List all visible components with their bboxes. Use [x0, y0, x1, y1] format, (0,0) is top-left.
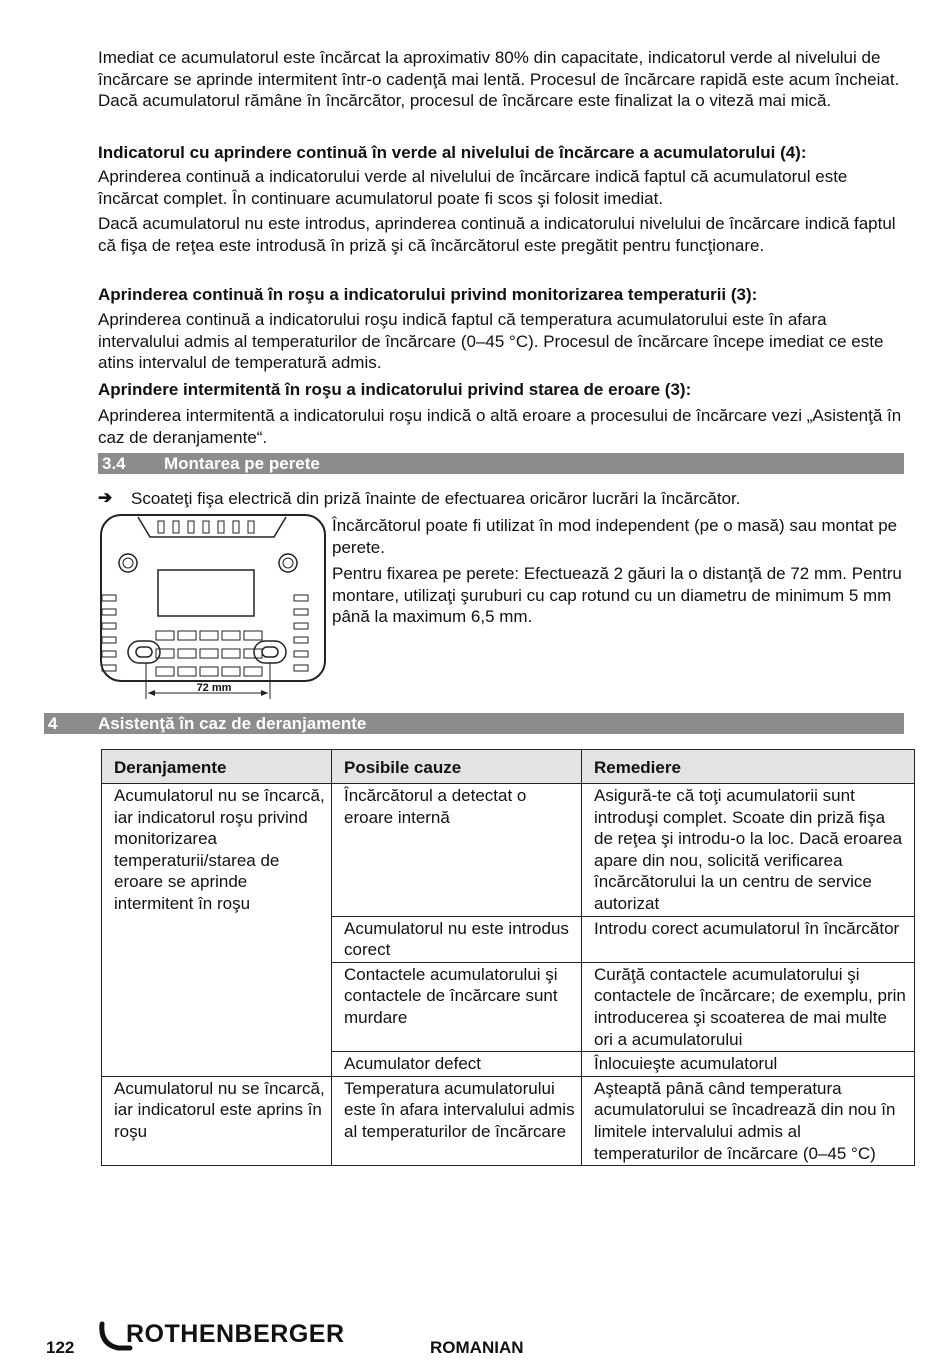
cause-cell: Acumulator defect: [332, 1052, 582, 1077]
charger-display: [158, 570, 254, 616]
intro-paragraph-4: Aprinderea continuă a indicatorului roşu indică faptul că temperatura acumulatorului este în afara intervalului admis al temperaturilor de încărcare (0–45 °C). Procesul de încărcare începe imediat ce este atins intervalul de temperatură admis.: [98, 310, 884, 373]
cause-cell: Încărcătorul a detectat o eroare internă: [332, 784, 582, 917]
remedy-cell: Aşteaptă până când temperatura acumulatorului se încadrează din nou în limitele intervalului admis al temperaturilor de încărcare (0–45 °C): [582, 1076, 915, 1165]
dimension-arrow-right: [261, 690, 268, 696]
intro-paragraph-3: Dacă acumulatorul nu este introdus, aprinderea continuă a indicatorului nivelului de încărcare indică faptul că fişa de reţea este introdusă în priză şi că încărcătorul este pregătit pentru funcţionare.: [98, 214, 896, 255]
heading-green-indicator: Indicatorul cu aprindere continuă în verde al nivelului de încărcare a acumulatorului (4):: [98, 143, 807, 162]
mounting-paragraph-2: Pentru fixarea pe perete: Efectuează 2 găuri la o distanţă de 72 mm. Pentru montare, utilizaţi şuruburi cu cap rotund cu un diametru de minimum 5 mm până la maximum 6,5 mm.: [332, 564, 902, 627]
problem-cell: Acumulatorul nu se încarcă, iar indicatorul este aprins în roşu: [102, 1076, 332, 1165]
heading-red-error: Aprindere intermitentă în roşu a indicatorului privind starea de eroare (3):: [98, 380, 692, 399]
header-problem: Deranjamente: [102, 750, 332, 784]
remedy-cell: Asigură-te că toţi acumulatorii sunt introduşi complet. Scoate din priză fişa de reţea şi introdu-o la loc. Dacă eroarea apare din nou, solicită verificarea încărcătorului la un centru de service autorizat: [582, 784, 915, 917]
table-header-row: [102, 750, 915, 784]
intro-paragraph-5: Aprinderea intermitentă a indicatorului roşu indică o altă eroare a procesului de încărcare vezi „Asistenţă în caz de deranjamente“.: [98, 406, 902, 447]
troubleshooting-table: [101, 749, 915, 1166]
dimension-arrow-left: [148, 690, 155, 696]
arrow-icon: ➔: [98, 488, 113, 507]
remedy-cell: Curăţă contactele acumulatorului şi contactele de încărcare; de exemplu, prin introducerea şi scoaterea de mai multe ori a acumulatorului: [582, 962, 915, 1051]
dimension-label: 72 mm: [196, 682, 232, 694]
cause-cell: Acumulatorul nu este introdus corect: [332, 916, 582, 962]
cause-cell: Contactele acumulatorului şi contactele de încărcare sunt murdare: [332, 962, 582, 1051]
section-header-4: [44, 713, 904, 734]
problem-cell: Acumulatorul nu se încarcă, iar indicatorul roşu privind monitorizarea temperaturii/starea de eroare se aprinde intermitent în roşu: [102, 784, 332, 1077]
warning-instruction: Scoateţi fişa electrică din priză înainte de efectuarea oricăror lucrări la încărcător.: [131, 489, 741, 508]
header-causes: Posibile cauze: [332, 750, 582, 784]
remedy-cell: Introdu corect acumulatorul în încărcător: [582, 916, 915, 962]
section-number: 4: [48, 714, 58, 733]
section-title: Asistenţă în caz de deranjamente: [98, 714, 367, 733]
section-number: 3.4: [102, 454, 126, 473]
remedy-cell: Înlocuieşte acumulatorul: [582, 1052, 915, 1077]
intro-paragraph-2: Aprinderea continuă a indicatorului verde al nivelului de încărcare indică faptul că acumulatorul este încărcat complet. În continuare acumulatorul poate fi scos şi folosit imediat.: [98, 167, 848, 208]
heading-red-temperature: Aprinderea continuă în roşu a indicatorului privind monitorizarea temperaturii (3):: [98, 285, 758, 304]
brand-logo: [96, 1318, 356, 1358]
table-row: [102, 784, 915, 917]
language-label: ROMANIAN: [430, 1338, 524, 1357]
page-number: 122: [46, 1338, 75, 1357]
table-row: [102, 1076, 915, 1165]
charger-figure: [98, 513, 330, 701]
intro-paragraph-1: Imediat ce acumulatorul este încărcat la aproximativ 80% din capacitate, indicatorul verde al nivelului de încărcare se aprinde intermitent într-o cadenţă mai lentă. Procesul de încărcare rapidă este acum încheiat. Dacă acumulatorul rămâne în încărcător, procesul de încărcare este finalizat la o viteză mai mică.: [98, 48, 900, 111]
cause-cell: Temperatura acumulatorului este în afara intervalului admis al temperaturilor de încărcare: [332, 1076, 582, 1165]
section-header-3-4: [98, 453, 904, 474]
header-remedy: Remediere: [582, 750, 915, 784]
mounting-paragraph-1: Încărcătorul poate fi utilizat în mod independent (pe o masă) sau montat pe perete.: [332, 516, 898, 557]
brand-name: ROTHENBERGER: [126, 1320, 345, 1348]
section-title: Montarea pe perete: [164, 454, 320, 473]
